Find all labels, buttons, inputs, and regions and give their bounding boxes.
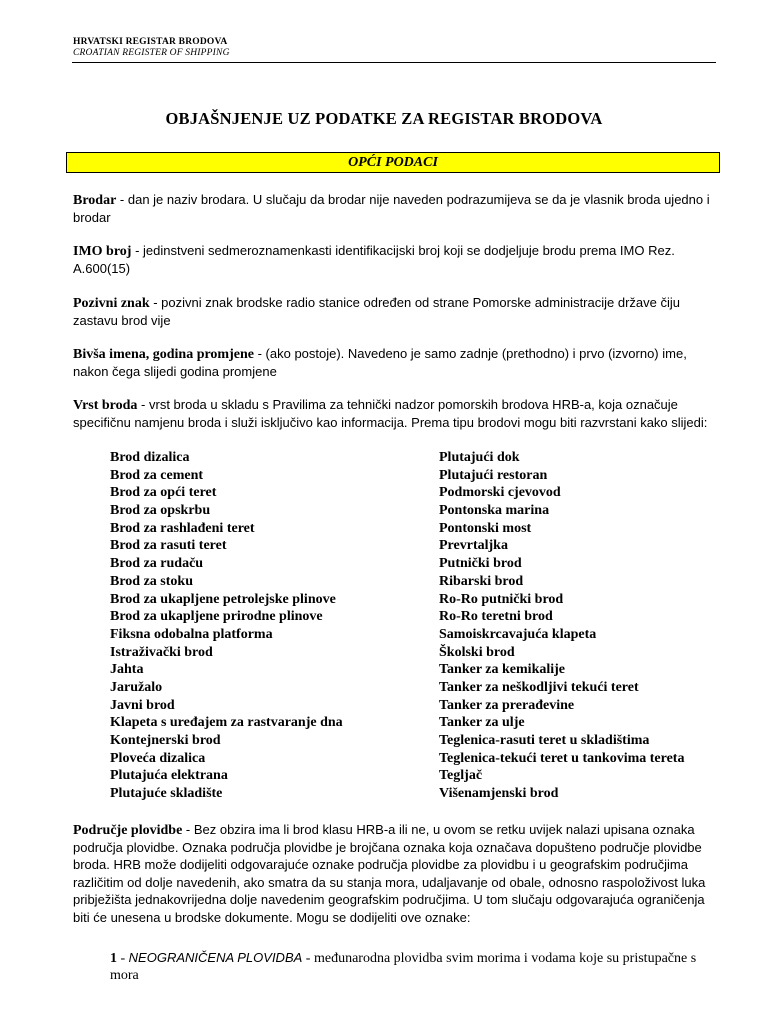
org-name: HRVATSKI REGISTAR BRODOVA [73,37,228,47]
list-item: Tanker za kemikalije [439,662,566,678]
list-item: Tegljač [439,768,483,784]
list-item: Kontejnerski brod [110,733,221,748]
entry-term: Pozivni znak [73,296,150,311]
list-item: Brod za stoku [110,573,193,589]
list-item: Samoiskrcavajuća klapeta [439,626,597,642]
entry-term: Brodar [73,193,117,208]
navigation-area-category: NEOGRANIČENA PLOVIDBA [128,950,303,965]
list-item: Putnički brod [439,556,522,572]
list-item: Klapeta s uređajem za rastvaranje dna [110,715,343,731]
entry-podrucje [73,822,721,927]
section-banner: OPĆI PODACI [66,152,720,173]
navigation-area-separator: - [117,951,129,966]
list-item: Javni brod [110,697,175,713]
navigation-area-number: 1 [110,951,117,966]
ship-types-left-list [110,449,343,803]
list-item: Ro-Ro teretni brod [439,609,553,625]
list-item: Plutajući restoran [439,467,548,483]
entry-desc: - pozivni znak brodske radio stanice određen od strane Pomorske administracije države čiju zastavu brod vije [73,295,680,328]
list-item: Plutajuće skladište [110,786,223,802]
entry-imo [73,243,721,278]
entry-term: IMO broj [73,244,132,259]
list-item: Ribarski brod [439,573,524,589]
header-divider [72,62,716,63]
list-item: Školski brod [439,644,515,660]
entry-desc: - jedinstveni sedmeroznamenkasti identifikacijski broj koji se dodjeljuje brodu prema IMO Rez. A.600(15) [73,243,675,276]
entry-bivsa [73,346,721,381]
document-header [73,36,230,59]
list-item: Brod za cement [110,467,204,483]
entry-desc: - (ako postoje). Navedeno je samo zadnje (prethodno) i prvo (izvorno) ime, nakon čega slijedi godina promjene [73,346,687,379]
list-item: Plutajuća elektrana [110,768,228,784]
list-item: Jaružalo [110,679,163,695]
page-title: OBJAŠNJENJE UZ PODATKE ZA REGISTAR BRODOVA [165,109,603,128]
list-item: Brod za opći teret [110,485,217,501]
list-item: Fiksna odobalna platforma [110,626,273,642]
list-item: Tanker za neškodljivi tekući teret [439,679,639,695]
list-item: Pontonski most [439,520,532,536]
list-item: Plutajući dok [439,450,520,465]
entry-term: Vrst broda [73,398,138,413]
list-item: Brod za opskrbu [110,503,211,519]
entry-term: Područje plovidbe [73,823,183,838]
org-name-en: CROATIAN REGISTER OF SHIPPING [73,48,230,58]
list-item: Teglenica-rasuti teret u skladištima [439,733,650,748]
list-item: Podmorski cjevovod [439,485,561,501]
list-item: Jahta [110,662,144,678]
list-item: Ploveća dizalica [110,750,206,766]
navigation-area-item [110,949,710,984]
list-item: Brod za rudaču [110,556,204,572]
navigation-area-desc: - međunarodna plovidba svim morima i vodama koje su pristupačne s mora [110,951,697,983]
list-item: Brod za ukapljene prirodne plinove [110,609,323,625]
list-item: Višenamjenski brod [439,786,559,802]
list-item: Ro-Ro putnički brod [439,591,564,607]
entry-brodar [73,192,721,227]
list-item: Brod za rashlađeni teret [110,520,255,536]
list-item: Tanker za prerađevine [439,697,575,713]
list-item: Pontonska marina [439,503,550,519]
list-item: Brod za rasuti teret [110,538,227,554]
list-item: Istraživački brod [110,644,213,660]
entry-term: Bivša imena, godina promjene [73,347,254,362]
entry-desc: - dan je naziv brodara. U slučaju da brodar nije naveden podrazumijeva se da je vlasnik broda ujedno i brodar [73,192,710,225]
entry-desc: - Bez obzira ima li brod klasu HRB-a ili ne, u ovom se retku uvijek nalazi upisana oznaka područja plovidbe. Oznaka područja plovidbe je brojčana oznaka koja označava dopušteno područje plovidbe broda. HRB može dodijeliti odgovarajuće oznake područja plovidbe za plovidbu i u geografskim područjima različitim od dolje navedenih, ako smatra da su stanja mora, udaljavanje od obale, odnosno raspoloživost luka pribježišta jednakovrijedna dolje navedenim geografskim područjima. U tom slučaju odgovarajuća ograničenja biti će unesena u brodske dokumente. Mogu se dodijeliti ove oznake: [73,822,706,925]
entry-desc: - vrst broda u skladu s Pravilima za tehnički nadzor pomorskih brodova HRB-a, koja označuje specifičnu namjenu broda i služi isključivo kao informacija. Prema tipu brodovi mogu biti razvrstani kako slijedi: [73,397,708,430]
entry-pozivni [73,295,721,330]
list-item: Brod dizalica [110,450,190,465]
list-item: Tanker za ulje [439,715,525,731]
ship-types-right-list [439,449,684,803]
list-item: Teglenica-tekući teret u tankovima tereta [439,750,685,766]
list-item: Brod za ukapljene petrolejske plinove [110,591,336,607]
entry-vrst [73,397,721,432]
list-item: Prevrtaljka [439,538,508,554]
